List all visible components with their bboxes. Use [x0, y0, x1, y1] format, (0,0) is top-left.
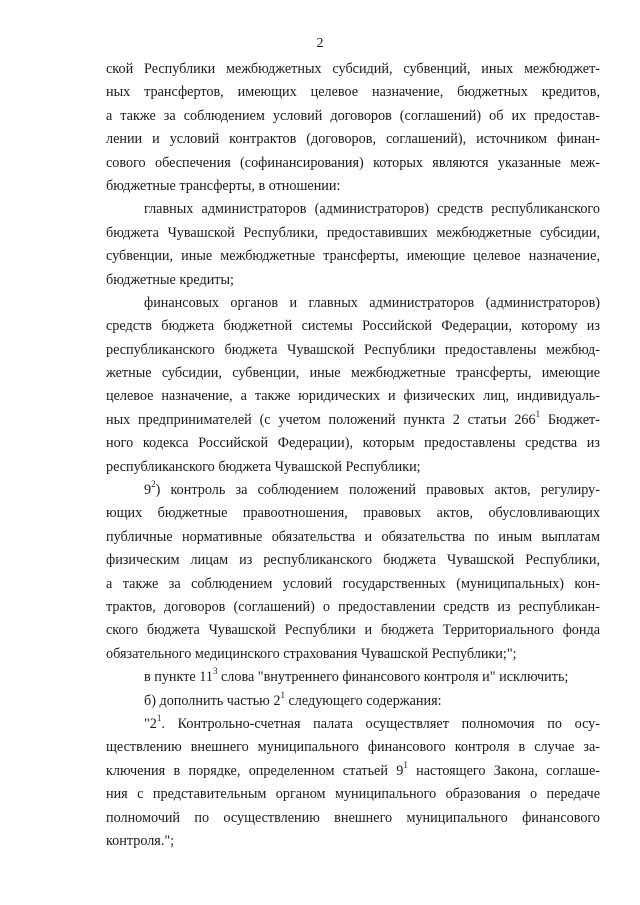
text-line — [106, 222, 600, 245]
line-text: ных предпринимателей (с учетом положений пункта 2 статьи 266 — [106, 411, 536, 428]
text-line — [106, 58, 600, 81]
text-line — [106, 152, 600, 175]
line-text: главных администраторов (администраторов) средств республиканского — [144, 201, 600, 218]
text-line — [106, 245, 600, 268]
line-text: жетные субсидии, субвенции, иные межбюджетные трансферты, имеющие — [106, 365, 600, 382]
text-line — [144, 713, 600, 736]
line-text-continued: следующего содержания: — [284, 692, 442, 709]
superscript: 1 — [280, 689, 285, 700]
text-line — [106, 362, 600, 385]
line-text-continued: настоящего Закона, соглаше- — [407, 762, 600, 779]
line-text: "2 — [144, 715, 157, 732]
text-line — [106, 760, 600, 783]
line-text: ного кодекса Российской Федерации), которым предоставлены средства из — [106, 435, 600, 452]
line-text: ния с представительным органом муниципального образования о передаче — [106, 786, 600, 803]
text-line — [106, 385, 600, 408]
line-text: бюджетные трансферты, в отношении: — [106, 177, 341, 194]
line-text: финансовых органов и главных администраторов (администраторов) — [144, 294, 600, 311]
document-body — [106, 58, 600, 853]
text-line — [106, 830, 600, 853]
text-line — [144, 666, 600, 689]
line-text: лении и условий контрактов (договоров, соглашений), источником финан- — [106, 131, 600, 148]
text-line — [144, 479, 600, 502]
text-line — [106, 432, 600, 455]
text-line — [106, 549, 600, 572]
line-text: ных трансфертов, имеющих целевое назначение, бюджетных кредитов, — [106, 84, 600, 101]
line-text: обязательного медицинского страхования Чувашской Республики;"; — [106, 645, 517, 662]
superscript: 3 — [212, 666, 218, 677]
text-line — [144, 198, 600, 221]
line-text: в пункте 11 — [144, 669, 213, 686]
page-number: 2 — [316, 36, 324, 51]
line-text: физическим лицам из республиканского бюджета Чувашской Республики, — [106, 552, 600, 569]
line-text-continued: ) контроль за соблюдением положений правовых актов, регулиру- — [155, 482, 600, 499]
line-text: а также за соблюдением условий государственных (муниципальных) кон- — [106, 575, 600, 592]
text-line — [106, 339, 600, 362]
superscript: 1 — [403, 759, 408, 770]
line-text: средств бюджета бюджетной системы Российской Федерации, которому из — [106, 318, 600, 335]
line-text: контроля."; — [106, 832, 175, 849]
superscript: 1 — [535, 409, 541, 420]
line-text: целевое назначение, а также юридических и физических лиц, индивидуаль- — [106, 388, 600, 405]
superscript: 1 — [156, 713, 162, 724]
line-text: ществлению внешнего муниципального финансового контроля в случае за- — [106, 739, 600, 756]
text-line — [106, 105, 600, 128]
text-line — [106, 269, 600, 292]
line-text: а также за соблюдением условий договоров (соглашений) об их предостав- — [106, 107, 600, 124]
line-text: республиканского бюджета Чувашской Республики предоставлены межбюд- — [106, 341, 600, 358]
line-text: субвенции, иные межбюджетные трансферты, имеющие целевое назначение, — [106, 248, 600, 265]
superscript: 2 — [151, 479, 156, 490]
line-text: ской Республики межбюджетных субсидий, субвенций, иных межбюджет- — [106, 61, 600, 77]
text-line — [106, 596, 600, 619]
line-text-continued: . Контрольно-счетная палата осуществляет полномочия по осу- — [161, 715, 600, 732]
line-text: трактов, договоров (соглашений) о предоставлении средств из республикан- — [106, 598, 600, 615]
line-text: республиканского бюджета Чувашской Республики; — [106, 458, 421, 475]
line-text: ющих бюджетные правоотношения, правовых актов, обусловливающих — [106, 505, 600, 522]
line-text: ключения в порядке, определенном статьей 9 — [106, 762, 404, 779]
text-line — [106, 175, 600, 198]
line-text: ского бюджета Чувашской Республики и бюджета Территориального фонда — [106, 622, 600, 639]
text-line — [106, 783, 600, 806]
text-line — [144, 292, 600, 315]
text-line — [106, 643, 600, 666]
text-line — [106, 409, 600, 432]
line-text: полномочий по осуществлению внешнего муниципального финансового — [106, 809, 600, 826]
text-line — [106, 736, 600, 759]
text-line — [106, 502, 600, 525]
line-text-continued: Бюджет- — [540, 411, 600, 428]
line-text: 9 — [144, 482, 152, 499]
text-line — [144, 690, 600, 713]
text-line — [106, 526, 600, 549]
text-line — [106, 128, 600, 151]
line-text: публичные нормативные обязательства и обязательства по иным выплатам — [106, 528, 600, 545]
line-text: бюджетные кредиты; — [106, 271, 234, 288]
line-text: сового обеспечения (софинансирования) которых являются указанные меж- — [106, 154, 600, 171]
line-text: бюджета Чувашской Республики, предоставивших межбюджетные субсидии, — [106, 224, 600, 241]
text-line — [106, 315, 600, 338]
text-line — [106, 81, 600, 104]
text-line — [106, 456, 600, 479]
line-text-continued: слова "внутреннего финансового контроля и" исключить; — [217, 669, 569, 686]
text-line — [106, 619, 600, 642]
text-line — [106, 573, 600, 596]
text-line — [106, 807, 600, 830]
line-text: б) дополнить частью 2 — [144, 692, 281, 709]
